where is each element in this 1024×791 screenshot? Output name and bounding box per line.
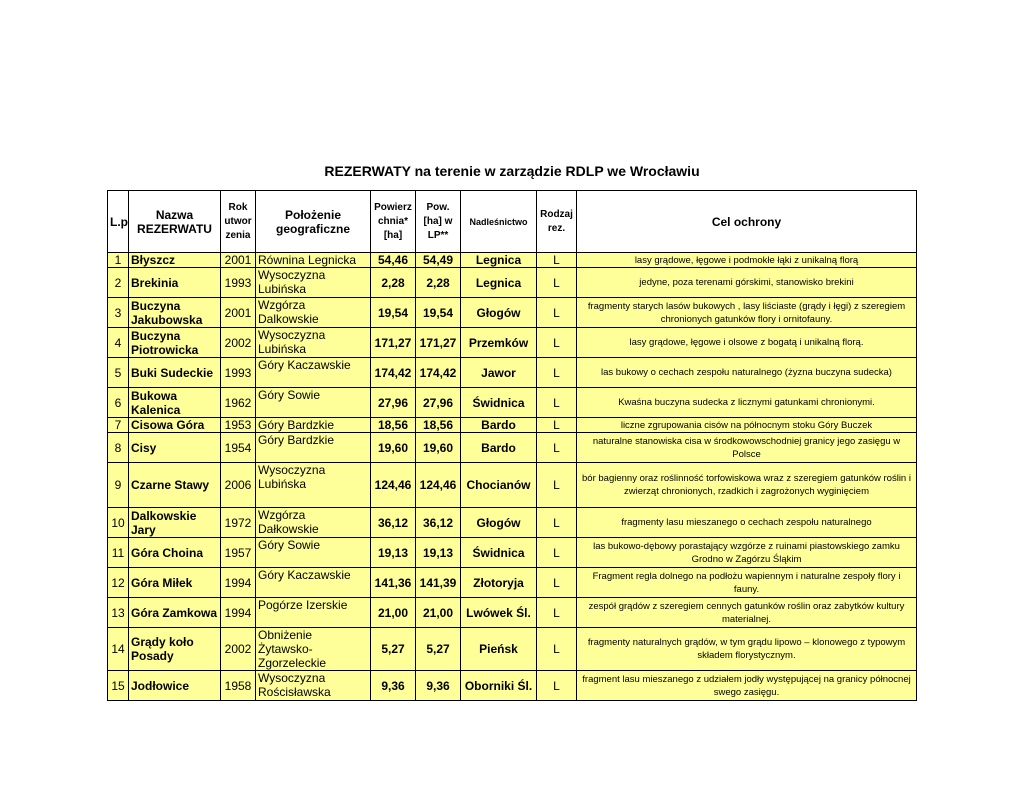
cell-powierzchnia: 19,54	[371, 298, 416, 328]
cell-powierzchnia: 141,36	[371, 568, 416, 598]
cell-nadlesnictwo: Bardo	[461, 433, 537, 463]
cell-lp: 4	[108, 328, 129, 358]
cell-nadlesnictwo: Jawor	[461, 358, 537, 388]
page-title: REZERWATY na terenie w zarządzie RDLP we Wrocławiu	[324, 163, 700, 179]
cell-powierzchnia: 19,60	[371, 433, 416, 463]
table-row	[108, 433, 917, 463]
cell-rok: 1972	[221, 508, 256, 538]
cell-rok: 2002	[221, 328, 256, 358]
cell-pow-lp: 21,00	[416, 598, 461, 628]
header-powierzchnia: Powierz chnia* [ha]	[371, 191, 416, 253]
cell-rok: 2001	[221, 253, 256, 268]
cell-rok: 1993	[221, 358, 256, 388]
cell-rodzaj: L	[537, 508, 577, 538]
cell-pow-lp: 174,42	[416, 358, 461, 388]
cell-powierzchnia: 36,12	[371, 508, 416, 538]
cell-rodzaj: L	[537, 463, 577, 508]
cell-polozenie: Wzgórza Dalkowskie	[256, 298, 371, 328]
cell-pow-lp: 141,39	[416, 568, 461, 598]
cell-lp: 11	[108, 538, 129, 568]
cell-rok: 1953	[221, 418, 256, 433]
cell-pow-lp: 9,36	[416, 671, 461, 701]
cell-rodzaj: L	[537, 298, 577, 328]
cell-nazwa: Błyszcz	[129, 253, 221, 268]
cell-polozenie: Wysoczyzna Lubińska	[256, 328, 371, 358]
cell-nazwa: Buki Sudeckie	[129, 358, 221, 388]
cell-pow-lp: 27,96	[416, 388, 461, 418]
cell-polozenie: Pogórze Izerskie	[256, 598, 371, 628]
table-body	[108, 253, 917, 701]
header-rodzaj: Rodzaj rez.	[537, 191, 577, 253]
header-lp: L.p	[108, 191, 129, 253]
cell-nazwa: Cisy	[129, 433, 221, 463]
cell-pow-lp: 19,13	[416, 538, 461, 568]
cell-polozenie: Wysoczyzna Lubińska	[256, 268, 371, 298]
cell-nadlesnictwo: Złotoryja	[461, 568, 537, 598]
cell-rodzaj: L	[537, 538, 577, 568]
table-row	[108, 598, 917, 628]
cell-powierzchnia: 171,27	[371, 328, 416, 358]
cell-powierzchnia: 18,56	[371, 418, 416, 433]
cell-powierzchnia: 124,46	[371, 463, 416, 508]
cell-nadlesnictwo: Świdnica	[461, 538, 537, 568]
table-row	[108, 328, 917, 358]
cell-powierzchnia: 27,96	[371, 388, 416, 418]
header-row	[108, 191, 917, 253]
table-row	[108, 538, 917, 568]
table-row	[108, 268, 917, 298]
cell-nazwa: Bukowa Kalenica	[129, 388, 221, 418]
table-row	[108, 508, 917, 538]
cell-lp: 5	[108, 358, 129, 388]
cell-powierzchnia: 2,28	[371, 268, 416, 298]
header-polozenie: Położenie geograficzne	[256, 191, 371, 253]
cell-nazwa: Brekinia	[129, 268, 221, 298]
cell-rok: 1954	[221, 433, 256, 463]
cell-powierzchnia: 54,46	[371, 253, 416, 268]
cell-rodzaj: L	[537, 418, 577, 433]
cell-powierzchnia: 19,13	[371, 538, 416, 568]
cell-pow-lp: 2,28	[416, 268, 461, 298]
cell-polozenie: Wysoczyzna Rościsławska	[256, 671, 371, 701]
cell-rok: 2002	[221, 628, 256, 671]
cell-nazwa: Góra Choina	[129, 538, 221, 568]
cell-polozenie: Góry Bardzkie	[256, 433, 371, 463]
cell-nazwa: Góra Miłek	[129, 568, 221, 598]
cell-cel: liczne zgrupowania cisów na północnym stoku Góry Buczek	[577, 418, 917, 433]
cell-lp: 2	[108, 268, 129, 298]
cell-rok: 1993	[221, 268, 256, 298]
cell-powierzchnia: 9,36	[371, 671, 416, 701]
cell-rodzaj: L	[537, 671, 577, 701]
cell-cel: lasy grądowe, łęgowe i olsowe z bogatą i unikalną florą.	[577, 328, 917, 358]
cell-rodzaj: L	[537, 433, 577, 463]
cell-nadlesnictwo: Legnica	[461, 253, 537, 268]
table-row	[108, 298, 917, 328]
cell-cel: zespół grądów z szeregiem cennych gatunków roślin oraz zabytków kultury materialnej.	[577, 598, 917, 628]
cell-cel: Kwaśna buczyna sudecka z licznymi gatunkami chronionymi.	[577, 388, 917, 418]
cell-rok: 2006	[221, 463, 256, 508]
cell-polozenie: Równina Legnicka	[256, 253, 371, 268]
cell-lp: 1	[108, 253, 129, 268]
cell-powierzchnia: 5,27	[371, 628, 416, 671]
cell-cel: Fragment regla dolnego na podłożu wapiennym i naturalne zespoły flory i fauny.	[577, 568, 917, 598]
header-nadlesnictwo: Nadleśnictwo	[461, 191, 537, 253]
cell-lp: 15	[108, 671, 129, 701]
cell-pow-lp: 5,27	[416, 628, 461, 671]
cell-lp: 6	[108, 388, 129, 418]
cell-lp: 14	[108, 628, 129, 671]
cell-rodzaj: L	[537, 598, 577, 628]
cell-rodzaj: L	[537, 328, 577, 358]
cell-nadlesnictwo: Lwówek Śl.	[461, 598, 537, 628]
cell-pow-lp: 171,27	[416, 328, 461, 358]
cell-nazwa: Dalkowskie Jary	[129, 508, 221, 538]
cell-cel: jedyne, poza terenami górskimi, stanowisko brekini	[577, 268, 917, 298]
header-cel: Cel ochrony	[577, 191, 917, 253]
cell-polozenie: Wzgórza Dałkowskie	[256, 508, 371, 538]
header-pow-lp: Pow. [ha] w LP**	[416, 191, 461, 253]
cell-rodzaj: L	[537, 268, 577, 298]
cell-nadlesnictwo: Przemków	[461, 328, 537, 358]
cell-nadlesnictwo: Świdnica	[461, 388, 537, 418]
cell-rok: 1962	[221, 388, 256, 418]
cell-cel: lasy grądowe, łęgowe i podmokłe łąki z unikalną florą	[577, 253, 917, 268]
cell-rok: 1958	[221, 671, 256, 701]
table-row	[108, 358, 917, 388]
table-row	[108, 418, 917, 433]
cell-rodzaj: L	[537, 358, 577, 388]
cell-pow-lp: 19,54	[416, 298, 461, 328]
cell-rok: 1957	[221, 538, 256, 568]
cell-nazwa: Czarne Stawy	[129, 463, 221, 508]
cell-nadlesnictwo: Chocianów	[461, 463, 537, 508]
cell-rodzaj: L	[537, 568, 577, 598]
cell-nazwa: Jodłowice	[129, 671, 221, 701]
cell-rok: 1994	[221, 568, 256, 598]
cell-pow-lp: 36,12	[416, 508, 461, 538]
reserves-table	[107, 190, 917, 701]
cell-polozenie: Obniżenie Żytawsko-Zgorzeleckie	[256, 628, 371, 671]
cell-cel: las bukowo-dębowy porastający wzgórze z ruinami piastowskiego zamku Grodno w Zagórzu Śląkim	[577, 538, 917, 568]
cell-pow-lp: 124,46	[416, 463, 461, 508]
table-row	[108, 388, 917, 418]
cell-powierzchnia: 174,42	[371, 358, 416, 388]
cell-pow-lp: 19,60	[416, 433, 461, 463]
cell-cel: fragmenty lasu mieszanego o cechach zespołu naturalnego	[577, 508, 917, 538]
cell-lp: 7	[108, 418, 129, 433]
cell-rok: 1994	[221, 598, 256, 628]
cell-polozenie: Góry Sowie	[256, 388, 371, 418]
cell-nadlesnictwo: Legnica	[461, 268, 537, 298]
cell-cel: fragmenty starych lasów bukowych , lasy liściaste (grądy i łęgi) z szeregiem chronionych gatunków flory i ornitofauny.	[577, 298, 917, 328]
cell-powierzchnia: 21,00	[371, 598, 416, 628]
table-row	[108, 253, 917, 268]
cell-nazwa: Cisowa Góra	[129, 418, 221, 433]
cell-cel: las bukowy o cechach zespołu naturalnego (żyzna buczyna sudecka)	[577, 358, 917, 388]
cell-nadlesnictwo: Pieńsk	[461, 628, 537, 671]
cell-rodzaj: L	[537, 253, 577, 268]
cell-cel: fragmenty naturalnych grądów, w tym grądu lipowo – klonowego z typowym składem florystycznym.	[577, 628, 917, 671]
table-row	[108, 568, 917, 598]
cell-nazwa: Buczyna Jakubowska	[129, 298, 221, 328]
cell-rok: 2001	[221, 298, 256, 328]
cell-polozenie: Góry Kaczawskie	[256, 568, 371, 598]
cell-polozenie: Góry Sowie	[256, 538, 371, 568]
cell-cel: naturalne stanowiska cisa w środkowowschodniej granicy jego zasięgu w Polsce	[577, 433, 917, 463]
table-row	[108, 463, 917, 508]
cell-nadlesnictwo: Głogów	[461, 298, 537, 328]
cell-polozenie: Góry Kaczawskie	[256, 358, 371, 388]
table-row	[108, 671, 917, 701]
cell-polozenie: Góry Bardzkie	[256, 418, 371, 433]
cell-lp: 3	[108, 298, 129, 328]
cell-nadlesnictwo: Oborniki Śl.	[461, 671, 537, 701]
cell-lp: 13	[108, 598, 129, 628]
table-row	[108, 628, 917, 671]
cell-lp: 9	[108, 463, 129, 508]
cell-rodzaj: L	[537, 628, 577, 671]
cell-lp: 10	[108, 508, 129, 538]
cell-polozenie: Wysoczyzna Lubińska	[256, 463, 371, 508]
cell-cel: bór bagienny oraz roślinność torfowiskowa wraz z szeregiem gatunków roślin i zwierząt chronionych, rzadkich i zagrożonych wyginięciem	[577, 463, 917, 508]
cell-lp: 8	[108, 433, 129, 463]
cell-cel: fragment lasu mieszanego z udziałem jodły występującej na granicy północnej swego zasięgu.	[577, 671, 917, 701]
cell-nadlesnictwo: Głogów	[461, 508, 537, 538]
cell-nazwa: Grądy koło Posady	[129, 628, 221, 671]
header-rok: Rok utwor zenia	[221, 191, 256, 253]
cell-nadlesnictwo: Bardo	[461, 418, 537, 433]
cell-pow-lp: 18,56	[416, 418, 461, 433]
cell-rodzaj: L	[537, 388, 577, 418]
cell-nazwa: Góra Zamkowa	[129, 598, 221, 628]
cell-nazwa: Buczyna Piotrowicka	[129, 328, 221, 358]
cell-pow-lp: 54,49	[416, 253, 461, 268]
cell-lp: 12	[108, 568, 129, 598]
header-nazwa: Nazwa REZERWATU	[129, 191, 221, 253]
